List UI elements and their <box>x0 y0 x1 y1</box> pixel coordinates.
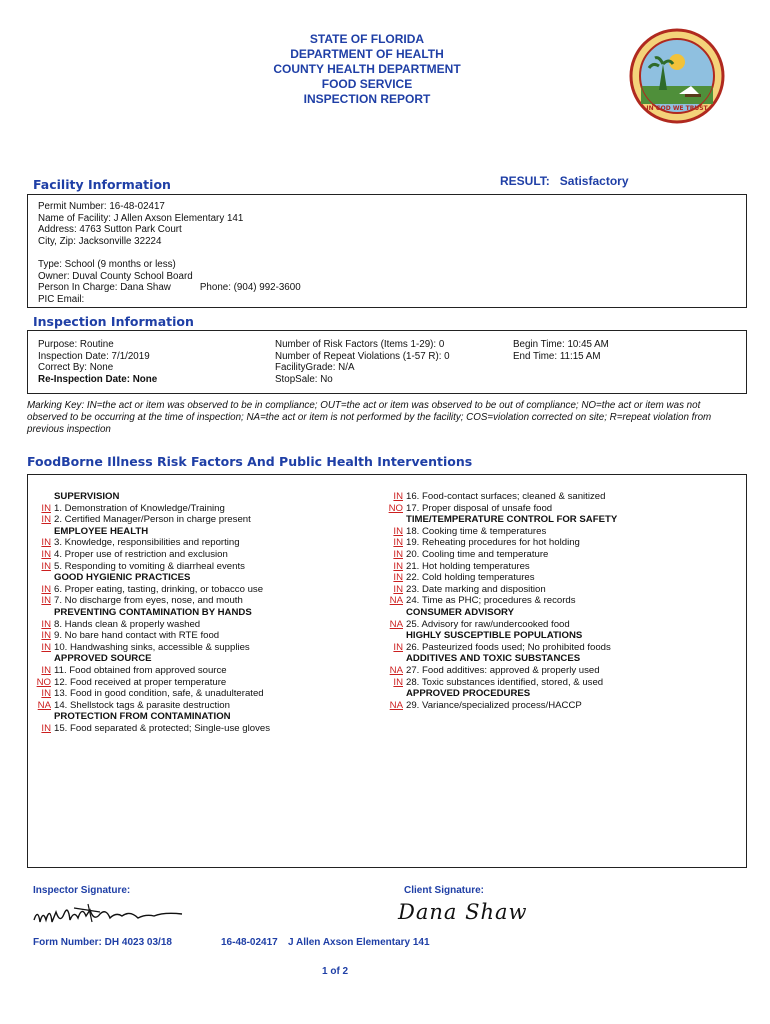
facility-name: Name of Facility: J Allen Axson Elementary 141 <box>38 212 244 224</box>
risk-factor-item <box>385 642 617 654</box>
risk-factor-item <box>385 561 617 573</box>
facility-type: Type: School (9 months or less) <box>38 259 176 270</box>
risk-category-heading <box>33 572 270 584</box>
item-label: 3. Knowledge, responsibilities and reporting <box>54 537 240 549</box>
risk-factor-item <box>385 503 617 515</box>
item-label: 2. Certified Manager/Person in charge present <box>54 514 251 526</box>
header-line: DEPARTMENT OF HEALTH <box>290 47 444 61</box>
facility-grade: FacilityGrade: N/A <box>275 362 355 373</box>
item-label: 6. Proper eating, tasting, drinking, or tobacco use <box>54 583 264 595</box>
compliance-code: IN <box>41 688 51 700</box>
item-label: 29. Variance/specialized process/HACCP <box>406 699 582 711</box>
form-number: Form Number: DH 4023 03/18 <box>33 937 172 948</box>
client-signature <box>398 900 598 924</box>
compliance-code: IN <box>41 560 51 572</box>
item-label: 24. Time as PHC; procedures & records <box>406 595 576 607</box>
inspector-signature <box>30 900 190 935</box>
correct-by: Correct By: None <box>38 362 114 373</box>
category-label: APPROVED PROCEDURES <box>406 688 531 700</box>
risk-category-heading <box>385 653 617 665</box>
risk-factor-item <box>385 491 617 503</box>
category-label: PROTECTION FROM CONTAMINATION <box>54 711 231 723</box>
header-line: FOOD SERVICE <box>321 77 413 91</box>
page-number: 1 of 2 <box>322 966 349 977</box>
person-in-charge <box>38 282 301 294</box>
seal-motto: IN GOD WE TRUST <box>646 105 708 112</box>
risk-factor-item <box>33 584 270 596</box>
item-label: 1. Demonstration of Knowledge/Training <box>54 502 225 514</box>
item-label: 17. Proper disposal of unsafe food <box>406 502 553 514</box>
risk-factor-item <box>385 619 617 631</box>
compliance-code: IN <box>41 502 51 514</box>
item-label: 19. Reheating procedures for hot holding <box>406 537 580 549</box>
risk-factor-item <box>385 700 617 712</box>
compliance-code: IN <box>393 537 403 549</box>
item-label: 12. Food received at proper temperature <box>54 676 227 688</box>
facility-address: Address: 4763 Sutton Park Court <box>38 224 182 235</box>
risk-factor-item <box>33 688 270 700</box>
footer-permit: 16-48-02417 <box>221 937 278 948</box>
category-label: HIGHLY SUSCEPTIBLE POPULATIONS <box>406 630 583 642</box>
compliance-code: IN <box>393 572 403 584</box>
item-label: 8. Hands clean & properly washed <box>54 618 201 630</box>
compliance-code: IN <box>41 537 51 549</box>
risk-factor-item <box>385 537 617 549</box>
risk-category-heading <box>33 491 270 503</box>
pic-name: Person In Charge: Dana Shaw <box>38 282 171 293</box>
compliance-code: IN <box>41 583 51 595</box>
facility-owner: Owner: Duval County School Board <box>38 270 193 282</box>
risk-factor-item <box>385 665 617 677</box>
client-signature-label: Client Signature: <box>404 885 485 896</box>
florida-seal-icon <box>629 28 725 124</box>
permit-number: Permit Number: 16-48-02417 <box>38 201 165 212</box>
facility-info-box <box>27 194 747 308</box>
risk-factor-list-left <box>33 491 270 734</box>
risk-factor-item <box>33 595 270 607</box>
category-label: CONSUMER ADVISORY <box>406 606 515 618</box>
reinspection-date: Re-Inspection Date: None <box>38 373 158 385</box>
risk-factor-item <box>385 677 617 689</box>
result-label: RESULT: <box>500 174 550 188</box>
risk-factor-item <box>33 619 270 631</box>
compliance-code: IN <box>41 618 51 630</box>
risk-category-heading <box>33 526 270 538</box>
risk-factor-item <box>33 561 270 573</box>
compliance-code: IN <box>41 548 51 560</box>
end-time: End Time: 11:15 AM <box>513 350 601 362</box>
item-label: 9. No bare hand contact with RTE food <box>54 630 220 642</box>
item-label: 27. Food additives: approved & properly used <box>406 664 600 676</box>
marking-key: Marking Key: IN=the act or item was observed to be in compliance; OUT=the act or item was observed to be out of compliance; NO=the act or item was not observed to be occurring at the time of inspection; NA=the act or item is not performed by the facility; COS=violation corrected on site; R=repeat violation from previous inspection <box>27 400 712 435</box>
item-label: 22. Cold holding temperatures <box>406 572 535 584</box>
risk-category-heading <box>385 607 617 619</box>
category-label: GOOD HYGIENIC PRACTICES <box>54 572 191 584</box>
compliance-code: IN <box>393 525 403 537</box>
compliance-code: NA <box>389 664 403 676</box>
compliance-code: IN <box>393 548 403 560</box>
client-signature-text: Dana Shaw <box>398 900 528 924</box>
compliance-code: IN <box>393 583 403 595</box>
compliance-code: IN <box>41 630 51 642</box>
inspection-purpose: Purpose: Routine <box>38 339 114 350</box>
pic-email: PIC Email: <box>38 293 85 305</box>
compliance-code: IN <box>41 514 51 526</box>
compliance-code: NA <box>389 699 403 711</box>
risk-category-heading <box>385 514 617 526</box>
facility-city: City, Zip: Jacksonville 32224 <box>38 235 162 247</box>
risk-category-heading <box>385 630 617 642</box>
risk-factor-item <box>385 572 617 584</box>
risk-factor-item <box>33 630 270 642</box>
risk-factor-item <box>33 677 270 689</box>
item-label: 26. Pasteurized foods used; No prohibited foods <box>406 641 611 653</box>
item-label: 28. Toxic substances identified, stored, & used <box>406 676 604 688</box>
risk-factor-item <box>33 514 270 526</box>
compliance-code: IN <box>41 664 51 676</box>
item-label: 20. Cooling time and temperature <box>406 548 549 560</box>
footer-facility: J Allen Axson Elementary 141 <box>288 937 430 948</box>
pic-phone: Phone: (904) 992-3600 <box>199 282 301 293</box>
compliance-code: IN <box>41 641 51 653</box>
compliance-code: NO <box>388 502 403 514</box>
inspector-signature-label: Inspector Signature: <box>33 885 131 896</box>
compliance-code: IN <box>393 676 403 688</box>
item-label: 15. Food separated & protected; Single-use gloves <box>54 722 270 734</box>
compliance-code: NA <box>389 618 403 630</box>
category-label: PREVENTING CONTAMINATION BY HANDS <box>54 606 252 618</box>
category-label: APPROVED SOURCE <box>54 653 152 665</box>
item-label: 23. Date marking and disposition <box>406 583 546 595</box>
compliance-code: IN <box>393 491 403 502</box>
item-label: 25. Advisory for raw/undercooked food <box>406 618 570 630</box>
inspection-date: Inspection Date: 7/1/2019 <box>38 350 150 362</box>
item-label: 11. Food obtained from approved source <box>54 664 227 676</box>
item-label: 10. Handwashing sinks, accessible & supplies <box>54 641 250 653</box>
item-label: 18. Cooking time & temperatures <box>406 525 547 537</box>
report-header <box>220 32 514 107</box>
risk-factor-item <box>33 537 270 549</box>
risk-factor-item <box>385 549 617 561</box>
risk-factor-item <box>385 584 617 596</box>
risk-category-heading <box>33 653 270 665</box>
item-label: 4. Proper use of restriction and exclusion <box>54 548 228 560</box>
compliance-code: IN <box>41 595 51 607</box>
risk-factor-item <box>33 700 270 712</box>
compliance-code: NO <box>36 676 51 688</box>
item-label: 5. Responding to vomiting & diarrheal events <box>54 560 245 572</box>
result-value: Satisfactory <box>559 174 629 188</box>
result-status <box>500 174 629 188</box>
header-line: INSPECTION REPORT <box>303 92 431 106</box>
risk-factor-item <box>33 665 270 677</box>
risk-factor-item <box>33 549 270 561</box>
category-label: TIME/TEMPERATURE CONTROL FOR SAFETY <box>406 514 618 526</box>
category-label: ADDITIVES AND TOXIC SUBSTANCES <box>406 653 581 665</box>
risk-factor-item <box>33 503 270 515</box>
header-line: STATE OF FLORIDA <box>309 32 425 46</box>
stop-sale: StopSale: No <box>275 373 333 385</box>
risk-factor-item <box>33 723 270 735</box>
header-line: COUNTY HEALTH DEPARTMENT <box>273 62 461 76</box>
repeat-violation-count: Number of Repeat Violations (1-57 R): 0 <box>275 350 450 362</box>
foodborne-section-title: FoodBorne Illness Risk Factors And Public Health Interventions <box>27 454 473 469</box>
begin-time: Begin Time: 10:45 AM <box>513 339 609 350</box>
category-label: SUPERVISION <box>54 491 120 502</box>
risk-factor-item <box>33 642 270 654</box>
facility-section-title: Facility Information <box>33 177 171 192</box>
risk-category-heading <box>33 607 270 619</box>
compliance-code: IN <box>393 641 403 653</box>
risk-factor-list-right <box>385 491 617 711</box>
compliance-code: IN <box>41 722 51 734</box>
risk-category-heading <box>385 688 617 700</box>
risk-category-heading <box>33 711 270 723</box>
item-label: 21. Hot holding temperatures <box>406 560 530 572</box>
inspection-info-box <box>27 330 747 394</box>
risk-factor-item <box>385 595 617 607</box>
compliance-code: IN <box>393 560 403 572</box>
risk-factor-count: Number of Risk Factors (Items 1-29): 0 <box>275 339 445 350</box>
risk-factor-item <box>385 526 617 538</box>
item-label: 14. Shellstock tags & parasite destruction <box>54 699 230 711</box>
category-label: EMPLOYEE HEALTH <box>54 525 149 537</box>
compliance-code: NA <box>37 699 51 711</box>
inspection-section-title: Inspection Information <box>33 314 194 329</box>
compliance-code: NA <box>389 595 403 607</box>
item-label: 7. No discharge from eyes, nose, and mouth <box>54 595 243 607</box>
item-label: 16. Food-contact surfaces; cleaned & sanitized <box>406 491 606 502</box>
item-label: 13. Food in good condition, safe, & unadulterated <box>54 688 264 700</box>
